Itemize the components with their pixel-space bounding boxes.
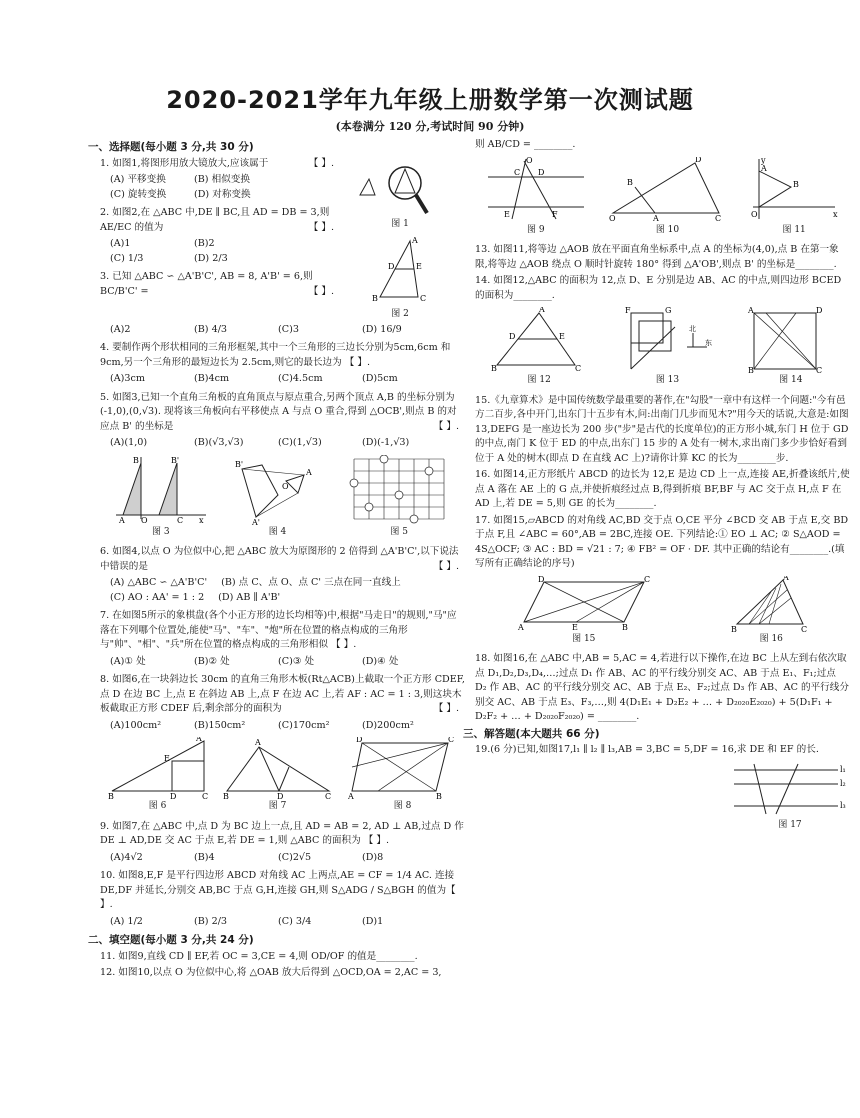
- answer-bracket: 【 】.: [433, 560, 459, 572]
- question-2: [100, 206, 340, 235]
- figure-1-caption: 图 1: [391, 218, 409, 229]
- svg-text:O: O: [525, 156, 533, 165]
- question-5-text: 5. 如图3,已知一个直角三角板的直角顶点与原点重合,另两个顶点 A,B 的坐标分别为(-1,0),(0,√3). 现将该三角板向右平移使点 A 与点 O 重合,得到 △OCB',则点 B 的对应点 B' 的坐标是: [100, 391, 457, 432]
- set-square-figure: [111, 455, 211, 525]
- question-7: 7. 在如图5所示的象棋盘(各个小正方形的边长均相等)中,根据"马走日"的规则,"马"应落在下列哪个位置处,能使"马"、"车"、"炮"所在位置的格点构成的三角形与"帅"、"相"、"兵"所在位置的格点构成的三角形相似 【 】.: [100, 610, 457, 650]
- option-d: (D)8: [362, 851, 384, 863]
- option-d: (D)(-1,√3): [362, 437, 410, 448]
- figure-7: [223, 737, 333, 814]
- option-b: (B) 相似变换: [194, 174, 250, 185]
- svg-text:D: D: [169, 792, 176, 799]
- options-2: [110, 237, 340, 266]
- svg-text:D: D: [355, 737, 362, 744]
- figure-row-6-8: [100, 737, 465, 814]
- option-b: (B)② 处: [194, 655, 230, 667]
- svg-text:A: A: [539, 307, 545, 314]
- figure-3-caption: 图 3: [152, 526, 170, 537]
- question-11: 11. 如图9,直线 CD ∥ EF,若 OC = 3,CE = 4,则 OD/OF 的值是________.: [100, 950, 418, 962]
- option-c: (C)2√5: [278, 851, 312, 863]
- svg-text:B: B: [747, 366, 754, 373]
- svg-text:B: B: [435, 792, 442, 799]
- svg-text:A: A: [653, 213, 660, 223]
- option-d: (D)1: [362, 915, 384, 927]
- figure-2-caption: 图 2: [391, 309, 409, 319]
- option-b: (B)4cm: [194, 373, 230, 384]
- parallel-lines-figure: [486, 157, 586, 223]
- option-c: (C) 3/4: [278, 915, 312, 927]
- svg-text:C: C: [801, 624, 808, 632]
- question-6-text: 6. 如图4,以点 O 为位似中心,把 △ABC 放大为原图形的 2 倍得到 △A'B'C',以下说法中错误的是: [100, 546, 459, 572]
- question-8: [100, 673, 465, 717]
- options-10: [110, 915, 465, 930]
- section-heading-choice: 一、选择题(每小题 3 分,共 30 分): [88, 141, 254, 153]
- options-4: [110, 372, 465, 387]
- question-1-text: 1. 如图1,将图形用放大镜放大,应该属于: [100, 157, 269, 169]
- option-a: (A) 平移变换: [110, 174, 166, 185]
- option-b: (B) 2/3: [194, 915, 228, 927]
- svg-text:A: A: [761, 163, 767, 173]
- svg-text:l₁: l₁: [840, 764, 846, 774]
- option-a: (A)① 处: [110, 655, 146, 667]
- option-c: (C)170cm²: [278, 719, 330, 731]
- option-a: (A)2: [110, 323, 131, 335]
- figure-3: [111, 455, 211, 540]
- question-9: 9. 如图7,在 △ABC 中,点 D 为 BC 边上一点,且 AD = AB = 2, AD ⊥ AB,过点 D 作 DE ⊥ AD,DE 交 AC 于点 E,若 DE = 1,则 △ABC 的面积为 【 】.: [100, 820, 464, 846]
- svg-text:F: F: [625, 307, 632, 315]
- figure-9-caption: 图 9: [527, 224, 545, 235]
- svg-text:l₂: l₂: [840, 778, 846, 788]
- option-c: (C) 1/3: [110, 252, 144, 264]
- option-d: (D) AB ∥ A'B': [218, 591, 281, 603]
- city-square-figure: [617, 307, 717, 373]
- option-c: (C) AO : AA' = 1 : 2: [110, 591, 205, 603]
- similar-triangles-figure: [607, 157, 727, 223]
- section-heading-fill: 二、填空题(每小题 3 分,共 24 分): [88, 934, 254, 946]
- figure-15-caption: 图 15: [572, 633, 596, 644]
- option-d: (D)5cm: [362, 373, 398, 384]
- svg-text:B: B: [107, 792, 114, 799]
- figure-9: [486, 157, 586, 238]
- triangle-figure: [360, 237, 440, 307]
- svg-text:C: C: [420, 294, 427, 303]
- svg-text:A: A: [747, 307, 754, 315]
- figure-4: [232, 455, 322, 540]
- option-c: (C)4.5cm: [278, 373, 323, 384]
- answer-bracket: 【 】.: [308, 221, 334, 233]
- question-4: 4. 要制作两个形状相同的三角形框架,其中一个三角形的三边长分别为5cm,6cm 和 9cm,另一个三角形的最短边长为 2.5cm,则它的最长边为 【 】.: [100, 342, 451, 368]
- figure-15: [514, 576, 654, 647]
- svg-text:A: A: [195, 737, 202, 743]
- option-a: (A) △ABC ∽ △A'B'C': [110, 577, 208, 588]
- coordinate-triangle-figure: [749, 157, 839, 223]
- svg-text:D: D: [537, 575, 545, 584]
- answer-bracket: 【 】.: [308, 285, 334, 297]
- svg-text:东: 东: [705, 339, 713, 347]
- question-19: 19.(6 分)已知,如图17,l₁ ∥ l₂ ∥ l₃,AB = 3,BC = 5,DF = 16,求 DE 和 EF 的长.: [475, 744, 819, 755]
- section-heading-answer: 三、解答题(本大题共 66 分): [463, 727, 600, 740]
- option-b: (B) 4/3: [194, 323, 228, 335]
- svg-text:D: D: [276, 792, 283, 799]
- question-10: 10. 如图8,E,F 是平行四边形 ABCD 对角线 AC 上两点,AE = CF = 1/4 AC. 连接 DE,DF 并延长,分别交 AB,BC 于点 G,H,连接 GH,则 S△ADG / S△BGH 的值为【 】.: [100, 870, 456, 910]
- svg-text:A: A: [254, 738, 261, 747]
- parallelogram-figure: [348, 737, 458, 799]
- figure-12: [489, 307, 589, 388]
- svg-text:C: C: [815, 366, 822, 373]
- figure-row-12-14: [475, 307, 850, 388]
- svg-text:C: C: [324, 792, 331, 799]
- question-12-continued: 则 AB/CD = ________.: [475, 139, 576, 150]
- option-b: (B)150cm²: [194, 719, 246, 731]
- svg-text:D: D: [388, 262, 395, 271]
- three-parallel-lines-figure: [730, 762, 850, 818]
- option-b: (B) 点 C、点 O、点 C' 三点在同一直线上: [221, 577, 401, 588]
- figure-14-caption: 图 14: [779, 375, 803, 385]
- svg-text:北: 北: [689, 325, 697, 333]
- left-column: [88, 138, 465, 983]
- answer-bracket: 【 】.: [308, 157, 334, 169]
- parallelogram-diagonals-figure: [514, 576, 654, 632]
- svg-text:C: C: [201, 792, 208, 799]
- option-c: (C) 旋转变换: [110, 188, 167, 200]
- question-5: [100, 391, 465, 435]
- figure-7-caption: 图 7: [268, 801, 287, 811]
- question-3: [100, 270, 340, 299]
- svg-text:A': A': [252, 517, 261, 525]
- svg-text:C: C: [715, 213, 722, 223]
- answer-bracket: 【 】.: [433, 703, 459, 714]
- figure-6-caption: 图 6: [148, 801, 167, 811]
- figure-12-caption: 图 12: [527, 375, 551, 385]
- figure-2: [360, 237, 440, 322]
- svg-text:A: A: [517, 622, 524, 632]
- svg-text:C: C: [513, 167, 520, 177]
- svg-text:E: E: [163, 754, 170, 763]
- svg-text:B': B': [235, 459, 244, 469]
- svg-text:O: O: [609, 213, 617, 223]
- page-title: 2020-2021学年九年级上册数学第一次测试题: [166, 86, 694, 114]
- svg-text:A: A: [412, 237, 418, 245]
- figure-13-caption: 图 13: [655, 375, 680, 385]
- figure-5-caption: 图 5: [390, 526, 408, 537]
- svg-text:A: A: [118, 515, 125, 525]
- option-a: (A)4√2: [110, 851, 143, 863]
- svg-text:B: B: [491, 364, 498, 373]
- svg-text:B: B: [793, 179, 800, 189]
- svg-text:O: O: [282, 481, 290, 491]
- page-subtitle: (本卷满分 120 分,考试时间 90 分钟): [335, 120, 525, 133]
- option-d: (D)④ 处: [362, 655, 399, 667]
- figure-10-caption: 图 10: [655, 224, 680, 235]
- option-a: (A)1: [110, 238, 131, 249]
- option-d: (D)200cm²: [362, 719, 414, 731]
- options-7: [110, 655, 465, 670]
- question-8-text: 8. 如图6,在一块斜边长 30cm 的直角三角形木板(Rt△ACB)上截取一个正方形 CDEF,点 D 在边 BC 上,点 E 在斜边 AB 上,点 F 在边 AC 上,若 AF : AC = 1 : 3,则这块木板截取正方形 CDEF 后,剩余部分的面积为: [100, 674, 465, 714]
- svg-text:B: B: [222, 792, 229, 799]
- svg-text:B': B': [170, 455, 179, 465]
- question-14: 14. 如图12,△ABC 的面积为 12,点 D、E 分别是边 AB、AC 的中点,则四边形 BCED 的面积为________.: [475, 275, 842, 301]
- svg-text:B: B: [627, 177, 634, 187]
- option-c: (C)(1,√3): [278, 437, 322, 448]
- options-8: [110, 719, 465, 734]
- option-a: (A)3cm: [110, 373, 145, 384]
- question-18: 18. 如图16,在 △ABC 中,AB = 5,AC = 4,若进行以下操作,在边 BC 上从左到右依次取点 D₁,D₂,D₃,D₄,…;过点 D₁ 作 AB、AC 的平行线分别交 AC、AB 于点 E₁、F₁;过点 D₂ 作 AB、AC 的平行线分别交 AC、AB 于点 E₂、F₂;过点 D₃ 作 AB、AC 的平行线分别交 AC、AB 于点 E₃、F₃,…,则 4(D₁E₁ + D₂E₂ + … + D₂₀₂₀E₂₀₂₀) + 5(D₁F₁ + D₂F₂ + … + D₂₀₂₀F₂₀₂₀) = ________.: [475, 653, 849, 722]
- figure-16-caption: 图 16: [759, 633, 783, 644]
- svg-text:B: B: [621, 622, 628, 632]
- svg-text:D: D: [509, 332, 516, 341]
- svg-text:B: B: [731, 624, 738, 632]
- option-a: (A)(1,0): [110, 437, 148, 448]
- option-a: (A) 1/2: [110, 915, 143, 927]
- question-2-text: 2. 如图2,在 △ABC 中,DE ∥ BC,且 AD = DB = 3,则 AE/EC 的值为: [100, 207, 330, 233]
- chessboard-figure: [344, 455, 454, 525]
- figure-row-15-16: [475, 576, 850, 647]
- options-1: [110, 173, 340, 202]
- option-a: (A)100cm²: [110, 719, 162, 731]
- question-1: [100, 157, 340, 172]
- question-3-text: 3. 已知 △ABC ∽ △A'B'C', AB = 8, A'B' = 6,则 BC/B'C' =: [100, 271, 313, 297]
- svg-text:A: A: [783, 575, 790, 582]
- question-6: [100, 545, 465, 574]
- svg-text:C: C: [447, 737, 454, 744]
- options-3: [110, 323, 465, 338]
- parallel-segments-figure: [731, 576, 811, 632]
- right-column: [463, 138, 850, 838]
- svg-text:B: B: [132, 455, 139, 465]
- figure-6: [108, 737, 208, 814]
- option-c: (C)③ 处: [278, 655, 315, 667]
- midsegment-figure: [489, 307, 589, 373]
- svg-text:A: A: [306, 467, 313, 477]
- figure-8-caption: 图 8: [393, 801, 412, 811]
- figure-4-caption: 图 4: [268, 526, 287, 537]
- svg-text:y: y: [761, 156, 766, 165]
- svg-text:D: D: [815, 307, 823, 315]
- figure-14: [746, 307, 836, 388]
- question-13: 13. 如图11,将等边 △AOB 放在平面直角坐标系中,点 A 的坐标为(4,0),点 B 在第一象限,将等边 △AOB 绕点 O 顺时针旋转 180° 得到 △A'OB',则点 B' 的坐标是________.: [475, 244, 839, 270]
- question-12: 12. 如图10,以点 O 为位似中心,将 △OAB 放大后得到 △OCD,OA = 2,AC = 3,: [100, 967, 442, 978]
- figure-17: [730, 762, 850, 833]
- figure-1: [355, 157, 445, 232]
- svg-text:E: E: [571, 622, 578, 632]
- square-in-triangle-figure: [108, 737, 208, 799]
- question-17: 17. 如图15,▱ABCD 的对角线 AC,BD 交于点 O,CE 平分 ∠BCD 交 AB 于点 E,交 BD 于点 F,且 ∠ABC = 60°,AB = 2BC,连接 OE. 下列结论:① EO ⊥ AC; ② S△AOD = 4S△OCF; ③ AC : BD = √21 : 7; ④ FB² = OF · DF. 其中正确的结论有________.(填写所有正确结论的序号): [475, 514, 849, 569]
- figure-row-9-11: [475, 157, 850, 238]
- option-d: (D) 16/9: [362, 323, 402, 335]
- figure-5: [344, 455, 454, 540]
- figure-8: [348, 737, 458, 814]
- svg-text:E: E: [559, 332, 565, 341]
- svg-text:B: B: [372, 294, 378, 303]
- option-d: (D) 2/3: [194, 252, 228, 264]
- question-15: 15.《九章算术》是中国传统数学最重要的著作,在"勾股"一章中有这样一个问题:"今有邑方二百步,各中开门,出东门十五步有木,问:出南门几步而见木?"用今天的话说,大意是:如图13,DEFG 是一座边长为 200 步("步"是古代的长度单位)的正方形小城,东门 H 位于 GD 的中点,南门 K 位于 ED 的中点,出东门 15 步的 A 处有一树木,求出南门多少步恰好看到位于 A 处的树木(即点 D 在直线 AC 上)?请你计算 KC 的长为________步.: [475, 394, 849, 464]
- figure-16: [731, 576, 811, 647]
- figure-row-17: [475, 762, 850, 833]
- option-d: (D) 对称变换: [194, 188, 251, 200]
- svg-text:E: E: [416, 262, 422, 271]
- svg-text:C: C: [176, 515, 183, 525]
- figure-13: [617, 307, 717, 388]
- svg-text:G: G: [665, 307, 672, 315]
- svg-text:A: A: [347, 792, 354, 799]
- figure-17-caption: 图 17: [778, 819, 802, 830]
- figure-11-caption: 图 11: [782, 224, 806, 235]
- svg-text:x: x: [833, 209, 838, 219]
- option-b: (B)4: [194, 851, 215, 863]
- figure-10: [607, 157, 727, 238]
- svg-text:C: C: [575, 364, 582, 373]
- option-b: (B)2: [194, 238, 215, 249]
- svg-text:D: D: [695, 156, 702, 164]
- options-5: [110, 436, 465, 451]
- folded-square-figure: [746, 307, 836, 373]
- option-c: (C)3: [278, 323, 299, 335]
- magnifier-figure: [355, 157, 445, 217]
- figure-11: [749, 157, 839, 238]
- svg-text:C: C: [643, 575, 650, 584]
- svg-text:l₃: l₃: [840, 800, 846, 810]
- svg-text:D: D: [537, 167, 545, 177]
- svg-text:F: F: [551, 209, 558, 219]
- svg-text:O: O: [140, 515, 148, 525]
- svg-text:E: E: [503, 209, 510, 219]
- option-b: (B)(√3,√3): [194, 437, 244, 448]
- triangle-area-figure: [223, 737, 333, 799]
- homothety-figure: [232, 455, 322, 525]
- answer-bracket: 【 】.: [433, 420, 459, 432]
- question-16: 16. 如图14,正方形纸片 ABCD 的边长为 12,E 是边 CD 上一点,连接 AE,折叠该纸片,使点 A 落在 AE 上的 G 点,并使折痕经过点 B,得到折痕 BF,BF 与 AC 交于点 H,点 F 在 AD 上,若 DE = 5,则 GE 的长为________.: [475, 469, 850, 509]
- options-6: [110, 576, 465, 605]
- svg-text:O: O: [751, 209, 758, 219]
- options-9: [110, 851, 465, 866]
- svg-text:x: x: [198, 515, 204, 525]
- figure-row-3-5: [100, 455, 465, 540]
